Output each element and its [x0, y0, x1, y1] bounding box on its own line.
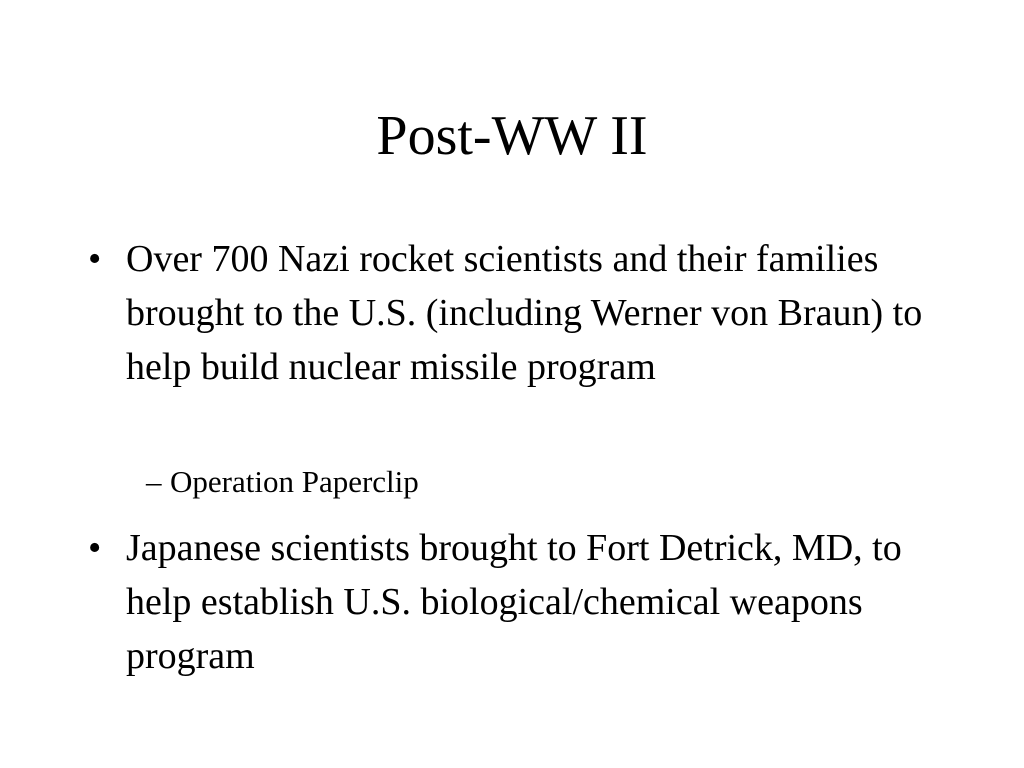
slide-title: Post-WW II [376, 105, 648, 167]
sub-bullet-marker: – [146, 464, 162, 499]
bullet-marker: • [88, 527, 102, 569]
bullet-marker: • [88, 238, 102, 280]
bullet-text: Over 700 Nazi rocket scientists and their families brought to the U.S. (including Werner von Braun) to help build nuclear missile program [126, 238, 923, 388]
sub-bullet-text: Operation Paperclip [170, 464, 419, 499]
bullet-text: Japanese scientists brought to Fort Detrick, MD, to help establish U.S. biological/chemical weapons program [126, 527, 902, 677]
